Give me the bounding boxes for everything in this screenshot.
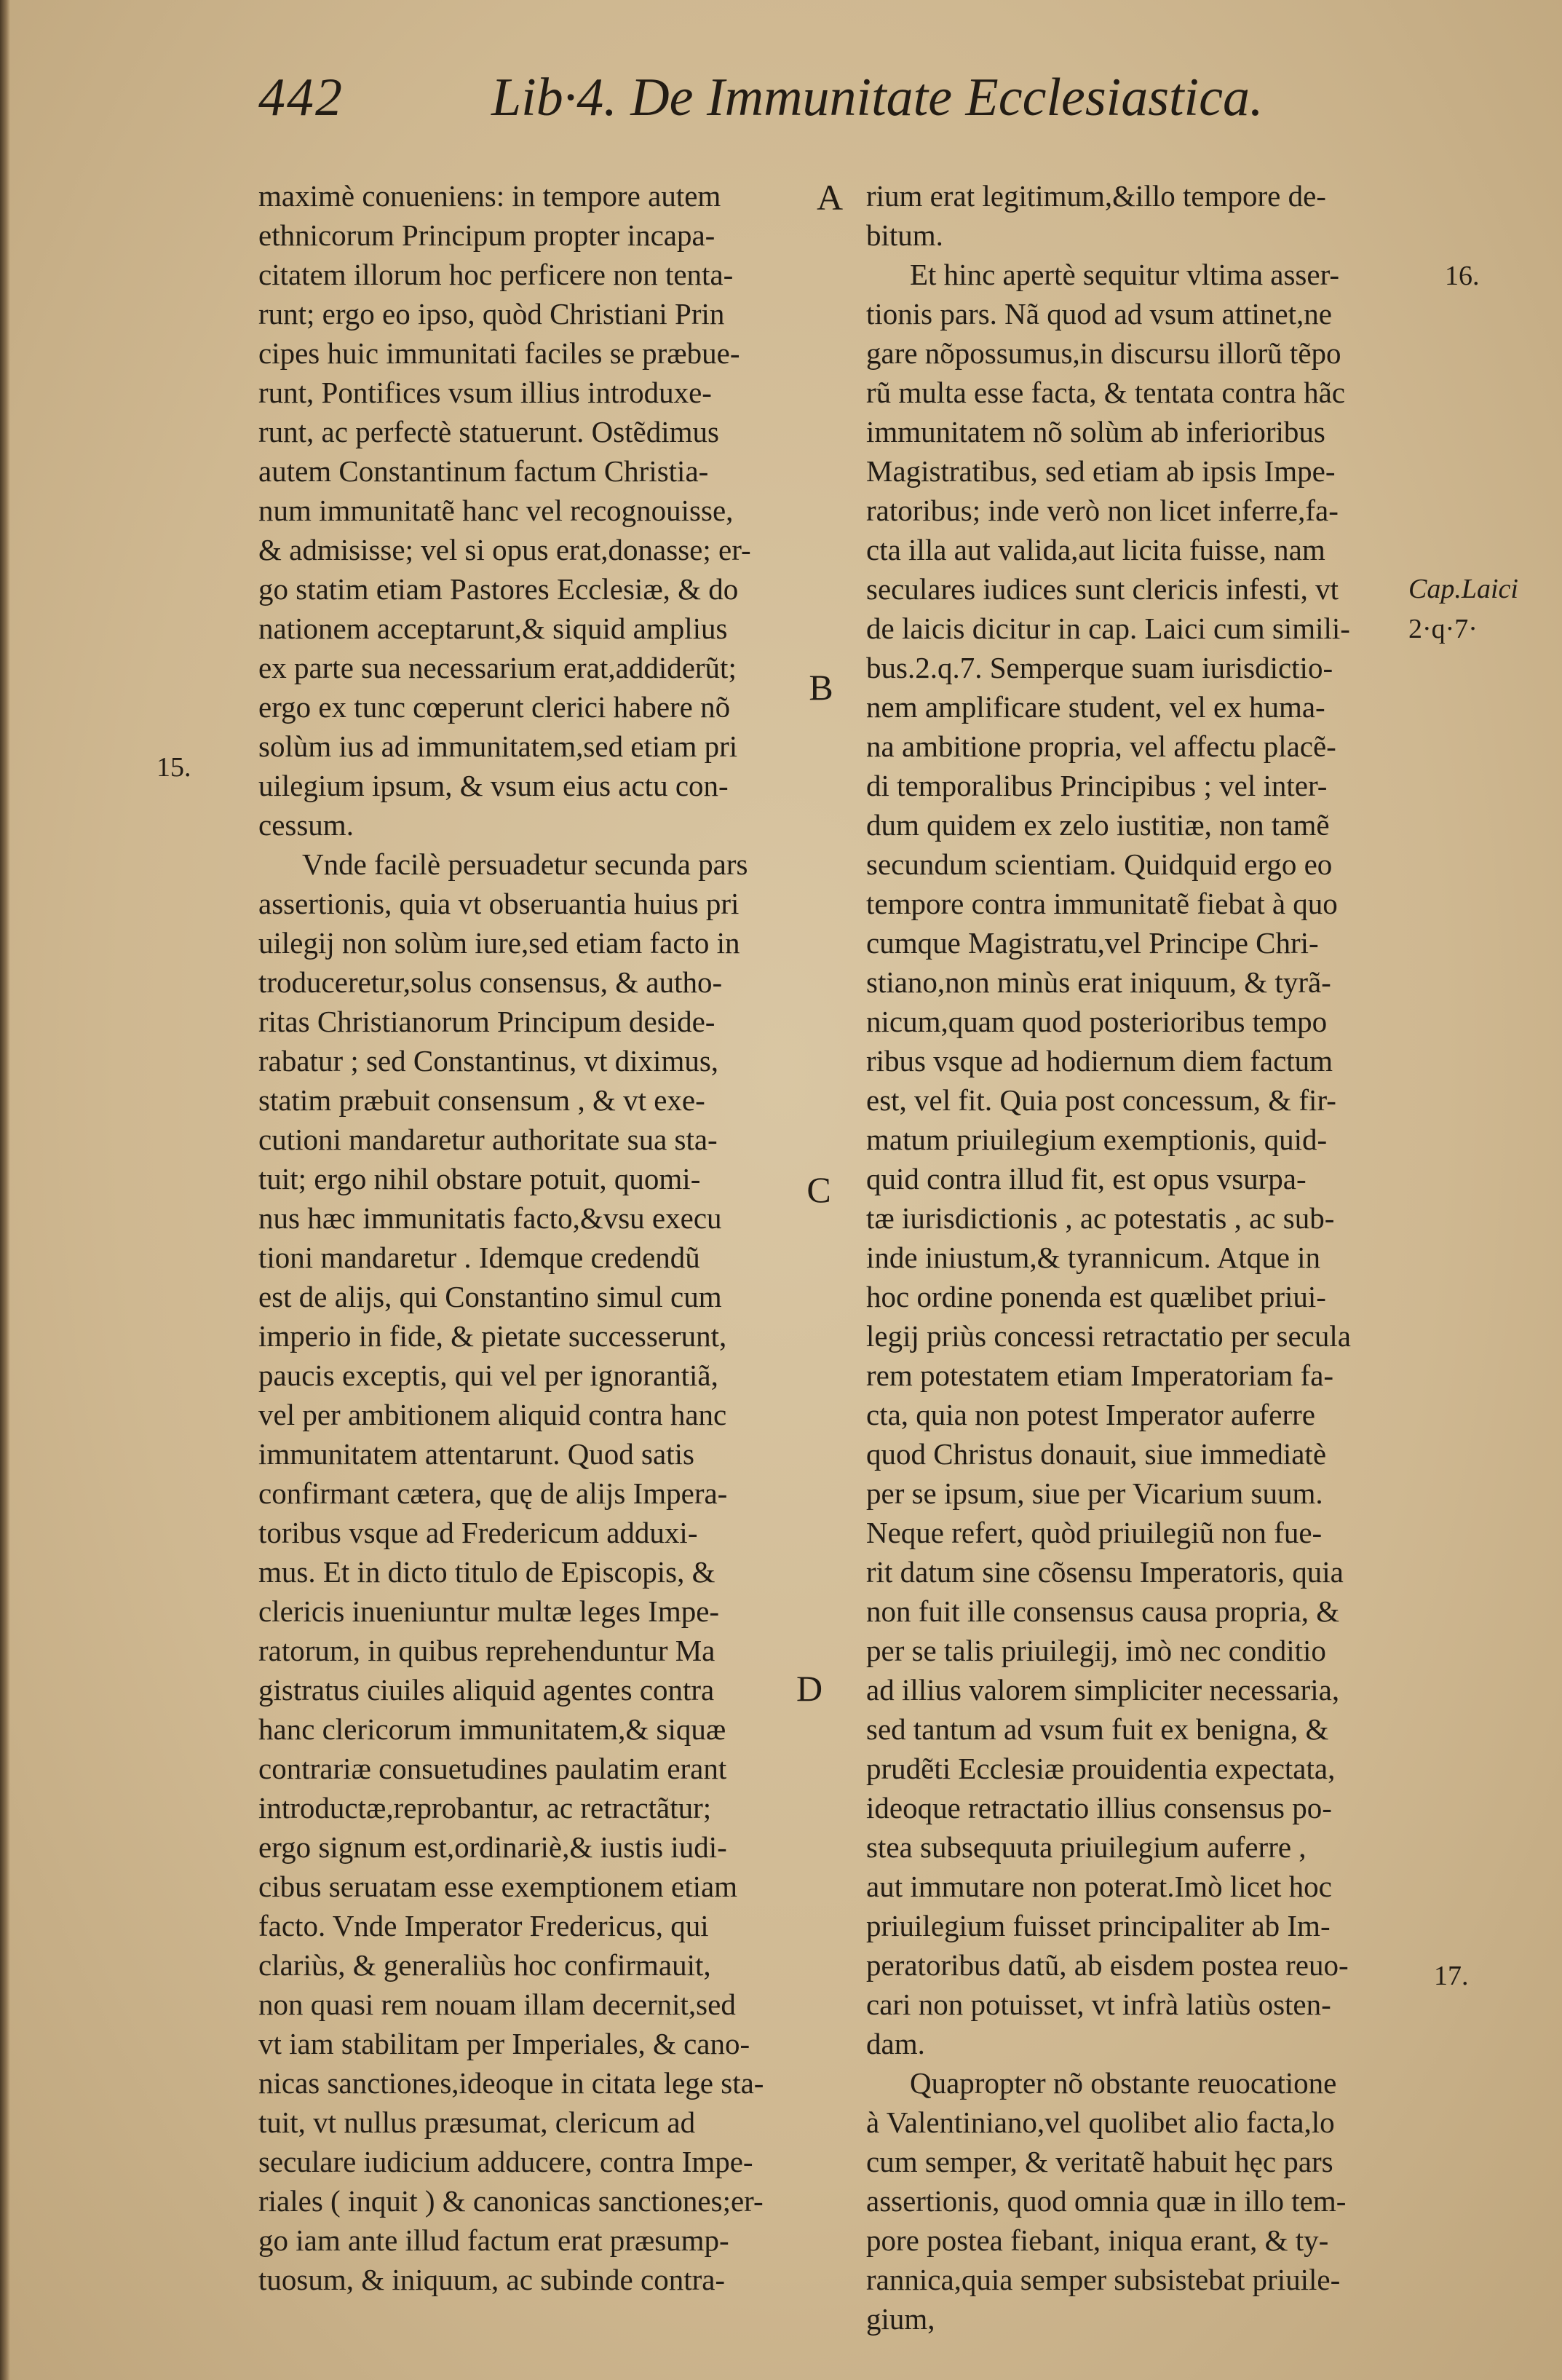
text-line: priuilegium fuisset principaliter ab Im- [866, 1909, 1331, 1942]
text-line: clariùs, & generaliùs hoc confirmauit, [258, 1948, 711, 1982]
text-line: vel per ambitionem aliquid contra hanc [258, 1398, 727, 1431]
text-line: uilegium ipsum, & vsum eius actu con- [258, 769, 729, 802]
text-line: per se talis priuilegij, imò nec conditio [866, 1634, 1326, 1667]
text-line: paucis exceptis, qui vel per ignorantiã, [258, 1359, 718, 1392]
text-line: maximè conueniens: in tempore autem [258, 179, 721, 213]
text-line: num immunitatẽ hanc vel recognouisse, [258, 494, 734, 527]
text-line: ritas Christianorum Principum deside- [258, 1005, 715, 1038]
text-line: cibus seruatam esse exemptionem etiam [258, 1870, 738, 1903]
text-line: facto. Vnde Imperator Fredericus, qui [258, 1909, 709, 1942]
text-line: non quasi rem nouam illam decernit,sed [258, 1988, 736, 2021]
text-line: bus.2.q.7. Semperque suam iurisdictio- [866, 651, 1333, 684]
section-letter-c: C [806, 1169, 831, 1210]
text-line: hoc ordine ponenda est quælibet priui- [866, 1280, 1326, 1313]
text-line: toribus vsque ad Fredericum adduxi- [258, 1516, 698, 1549]
text-line: ratoribus; inde verò non licet inferre,fa- [866, 494, 1339, 527]
text-line: ergo ex tunc cœperunt clerici habere nõ [258, 690, 731, 724]
margin-note-cap-laici: Cap.Laici [1408, 574, 1518, 604]
text-line: runt, ac perfectè statuerunt. Ostẽdimus [258, 415, 719, 448]
text-line: ergo signum est,ordinariè,& iustis iudi- [258, 1830, 727, 1864]
text-line: stiano,non minùs erat iniquum, & tyrã- [866, 965, 1331, 999]
text-line: nus hæc immunitatis facto,&vsu execu [258, 1201, 722, 1235]
text-line: mus. Et in dicto titulo de Episcopis, & [258, 1555, 715, 1589]
text-line: rannica,quia semper subsistebat priuile- [866, 2263, 1341, 2296]
text-line: cutioni mandaretur authoritate sua sta- [258, 1123, 718, 1156]
text-line: Quapropter nõ obstante reuocatione [910, 2066, 1337, 2100]
margin-note-17: 17. [1434, 1961, 1469, 1991]
text-line: tionis pars. Nã quod ad vsum attinet,ne [866, 297, 1332, 331]
text-line: assertionis, quia vt obseruantia huius pri [258, 887, 740, 920]
text-line: ex parte sua necessarium erat,addiderũt; [258, 651, 737, 684]
section-letter-d: D [796, 1668, 823, 1709]
text-line: Vnde facilè persuadetur secunda pars [302, 847, 748, 881]
text-line: inde iniustum,& tyrannicum. Atque in [866, 1241, 1321, 1274]
text-line: cumque Magistratu,vel Principe Chri- [866, 926, 1319, 960]
text-line: rabatur ; sed Constantinus, vt diximus, [258, 1044, 719, 1078]
text-line: uilegij non solùm iure,sed etiam facto in [258, 926, 740, 960]
section-letter-b: B [809, 667, 833, 708]
text-line: est de alijs, qui Constantino simul cum [258, 1280, 722, 1313]
text-line: tuit; ergo nihil obstare potuit, quomi- [258, 1162, 701, 1195]
text-line: di temporalibus Principibus ; vel inter- [866, 769, 1328, 802]
text-line: runt, Pontifices vsum illius introduxe- [258, 376, 712, 409]
text-line: est, vel fit. Quia post concessum, & fir- [866, 1083, 1336, 1117]
text-line: go statim etiam Pastores Ecclesiæ, & do [258, 572, 739, 606]
text-line: autem Constantinum factum Christia- [258, 454, 709, 488]
text-line: hanc clericorum immunitatem,& siquæ [258, 1712, 726, 1746]
text-line: Neque refert, quòd priuilegiũ non fue- [866, 1516, 1323, 1549]
text-line: cari non potuisset, vt infrà latiùs osten- [866, 1988, 1331, 2021]
text-line: tempore contra immunitatẽ fiebat à quo [866, 887, 1338, 920]
text-line: nicas sanctiones,ideoque in citata lege sta- [258, 2066, 764, 2100]
text-line: introductæ,reprobantur, ac retractãtur; [258, 1791, 712, 1824]
text-line: & admisisse; vel si opus erat,donasse; er- [258, 533, 751, 566]
text-line: pore postea fiebant, iniqua erant, & ty- [866, 2223, 1329, 2257]
text-line: ethnicorum Principum propter incapa- [258, 218, 715, 252]
text-line: nationem acceptarunt,& siquid amplius [258, 612, 728, 645]
page-number: 442 [258, 68, 344, 127]
text-line: citatem illorum hoc perficere non tenta- [258, 258, 734, 291]
text-line: gistratus ciuiles aliquid agentes contra [258, 1673, 715, 1707]
text-line: ribus vsque ad hodiernum diem factum [866, 1044, 1333, 1078]
text-line: secundum scientiam. Quidquid ergo eo [866, 847, 1333, 881]
text-line: cipes huic immunitati faciles se præbue- [258, 336, 740, 370]
margin-note-15: 15. [156, 752, 191, 783]
text-line: nicum,quam quod posterioribus tempo [866, 1005, 1328, 1038]
text-line: gium, [866, 2302, 935, 2336]
text-line: assertionis, quod omnia quæ in illo tem- [866, 2184, 1347, 2218]
text-line: quid contra illud fit, est opus vsurpa- [866, 1162, 1307, 1195]
left-text-column [258, 176, 793, 2299]
text-line: cum semper, & veritatẽ habuit hęc pars [866, 2145, 1333, 2178]
page-header [258, 67, 1264, 147]
text-line: immunitatem nõ solùm ab inferioribus [866, 415, 1325, 448]
text-line: tuit, vt nullus præsumat, clericum ad [258, 2106, 696, 2139]
text-line: statim præbuit consensum , & vt exe- [258, 1083, 705, 1117]
text-line: na ambitione propria, vel affectu placẽ- [866, 730, 1336, 763]
text-line: tuosum, & iniquum, ac subinde contra- [258, 2263, 726, 2296]
text-line: dam. [866, 2027, 925, 2060]
text-line: runt; ergo eo ipso, quòd Christiani Prin [258, 297, 725, 331]
text-line: de laicis dicitur in cap. Laici cum simili- [866, 612, 1350, 645]
margin-note-16: 16. [1445, 261, 1480, 291]
text-line: solùm ius ad immunitatem,sed etiam pri [258, 730, 738, 763]
section-letter-a: A [816, 177, 844, 218]
text-line: prudẽti Ecclesiæ prouidentia expectata, [866, 1752, 1336, 1785]
text-line: rit datum sine cõsensu Imperatoris, quia [866, 1555, 1344, 1589]
text-line: contrariæ consuetudines paulatim erant [258, 1752, 727, 1785]
text-line: ideoque retractatio illius consensus po- [866, 1791, 1332, 1824]
text-line: ratorum, in quibus reprehenduntur Ma [258, 1634, 715, 1667]
text-line: nem amplificare student, vel ex huma- [866, 690, 1325, 724]
text-line: legij priùs concessi retractatio per secula [866, 1319, 1351, 1353]
right-text-column [866, 176, 1401, 2339]
text-line: cta illa aut valida,aut licita fuisse, nam [866, 533, 1325, 566]
text-line: aut immutare non poterat.Imò licet hoc [866, 1870, 1332, 1903]
text-line: go iam ante illud factum erat præsump- [258, 2223, 729, 2257]
text-line: seculares iudices sunt clericis infesti, vt [866, 572, 1339, 606]
text-line: peratoribus datũ, ab eisdem postea reuo- [866, 1948, 1349, 1982]
text-line: rem potestatem etiam Imperatoriam fa- [866, 1359, 1334, 1392]
text-line: non fuit ille consensus causa propria, & [866, 1594, 1340, 1628]
running-title: Lib·4. De Immunitate Ecclesiastica. [491, 68, 1264, 127]
text-line: riales ( inquit ) & canonicas sanctiones;er- [258, 2184, 764, 2218]
text-line: quod Christus donauit, siue immediatè [866, 1437, 1327, 1471]
text-line: rũ multa esse facta, & tentata contra hãc [866, 376, 1345, 409]
text-line: sed tantum ad vsum fuit ex benigna, & [866, 1712, 1329, 1746]
text-line: gare nõpossumus,in discursu illorũ tẽpo [866, 336, 1341, 370]
text-line: bitum. [866, 218, 943, 252]
text-line: matum priuilegium exemptionis, quid- [866, 1123, 1328, 1156]
text-line: ad illius valorem simpliciter necessaria, [866, 1673, 1340, 1707]
text-line: Magistratibus, sed etiam ab ipsis Impe- [866, 454, 1336, 488]
text-line: troduceretur,solus consensus, & autho- [258, 965, 723, 999]
margin-note-cap-laici-ref: 2·q·7· [1408, 614, 1478, 644]
text-line: cta, quia non potest Imperator auferre [866, 1398, 1316, 1431]
text-line: Et hinc apertè sequitur vltima asser- [910, 258, 1340, 291]
text-line: dum quidem ex zelo iustitiæ, non tamẽ [866, 808, 1330, 842]
text-line: seculare iudicium adducere, contra Impe- [258, 2145, 753, 2178]
text-line: confirmant cætera, quę de alijs Impera- [258, 1476, 728, 1510]
page-edge [0, 0, 10, 2380]
text-line: à Valentiniano,vel quolibet alio facta,lo [866, 2106, 1335, 2139]
text-line: cessum. [258, 808, 354, 842]
text-line: per se ipsum, siue per Vicarium suum. [866, 1476, 1323, 1510]
text-line: rium erat legitimum,&illo tempore de- [866, 179, 1326, 213]
text-line: tioni mandaretur . Idemque credendũ [258, 1241, 700, 1274]
text-line: vt iam stabilitam per Imperiales, & cano- [258, 2027, 750, 2060]
text-line: tæ iurisdictionis , ac potestatis , ac sub- [866, 1201, 1335, 1235]
text-line: clericis inueniuntur multæ leges Impe- [258, 1594, 720, 1628]
text-line: immunitatem attentarunt. Quod satis [258, 1437, 694, 1471]
text-line: stea subsequuta priuilegium auferre , [866, 1830, 1307, 1864]
text-line: imperio in fide, & pietate successerunt, [258, 1319, 727, 1353]
